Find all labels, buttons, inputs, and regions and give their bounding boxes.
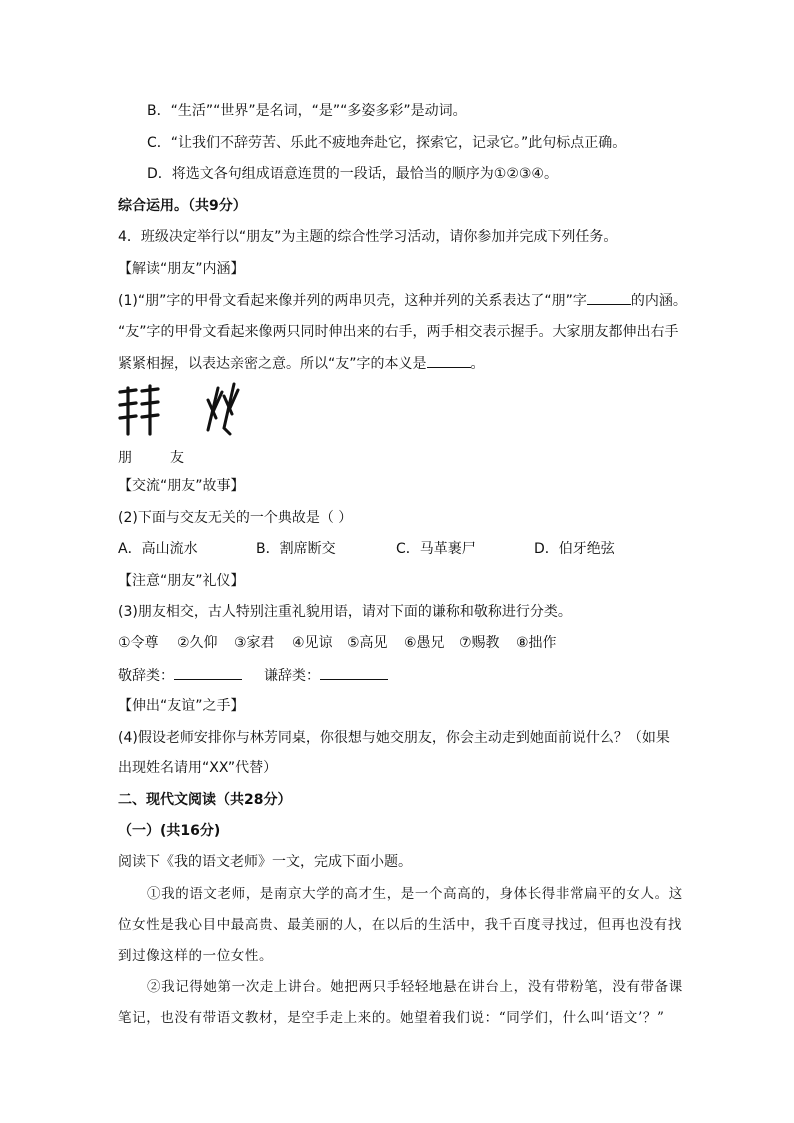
choice-a[interactable]: A．高山流水 — [118, 541, 198, 557]
question-4-3: (3)朋友相交，古人特别注重礼貌用语，请对下面的谦称和敬称进行分类。 — [118, 604, 572, 620]
question-4-2: (2)下面与交友无关的一个典故是（ ） — [118, 510, 353, 526]
question-4-4-line1: (4)假设老师安排你与林芳同桌，你很想与她交朋友，你会主动走到她面前说什么？（如果 — [118, 730, 670, 746]
oracle-glyph-you — [208, 384, 238, 434]
answer-blank-you[interactable] — [427, 353, 471, 368]
passage-para1-line3: 到过像这样的一位女性。 — [118, 948, 274, 964]
humble-label: 谦辞类： — [264, 668, 320, 684]
q1-text-c: 紧紧相握，以表达亲密之意。所以“友”字的本义是 — [118, 356, 427, 372]
q1-text-d: 。 — [470, 356, 485, 372]
passage-para2-line1: ②我记得她第一次走上讲台。她把两只手轻轻地悬在讲台上，没有带粉笔，没有带备课 — [147, 979, 683, 995]
option-b: B．“生活”“世界”是名词，“是”“多姿多彩”是动词。 — [147, 103, 467, 119]
term-item: ②久仰 — [177, 635, 218, 651]
classification-row — [118, 665, 388, 686]
reading-instruction: 阅读下《我的语文老师》一文，完成下面小题。 — [118, 854, 412, 870]
option-c: C．“让我们不辞劳苦、乐此不疲地奔赴它，探索它，记录它。”此句标点正确。 — [147, 135, 627, 151]
term-item: ④见谅 — [292, 635, 333, 651]
choice-d[interactable]: D．伯牙绝弦 — [534, 541, 615, 557]
question-4-4-line2: 出现姓名请用“XX”代替） — [118, 760, 278, 776]
term-item: ⑥愚兄 — [404, 635, 445, 651]
glyph-caption-you: 友 — [170, 450, 184, 466]
answer-blank-peng[interactable] — [587, 290, 631, 305]
respect-label: 敬辞类： — [118, 668, 174, 684]
choice-b[interactable]: B．割席断交 — [256, 541, 336, 557]
heading-etiquette: 【注意“朋友”礼仪】 — [118, 573, 245, 589]
choices-row — [118, 539, 678, 559]
question-4-intro: 4．班级决定举行以“朋友”为主题的综合性学习活动，请你参加并完成下列任务。 — [118, 229, 618, 245]
oracle-bone-glyphs — [118, 378, 258, 440]
choice-c[interactable]: C．马革裹尸 — [396, 541, 476, 557]
heading-stories: 【交流“朋友”故事】 — [118, 478, 245, 494]
term-item: ⑤高见 — [347, 635, 388, 651]
passage-para1-line2: 位女性是我心目中最高贵、最美丽的人，在以后的生活中，我千百度寻找过，但再也没有找 — [118, 917, 682, 933]
question-4-1-line1 — [118, 290, 687, 311]
section-2-sub-title: （一）(共16分) — [118, 823, 221, 839]
q1-text-a: (1)“朋”字的甲骨文看起来像并列的两串贝壳，这种并列的关系表达了“朋”字 — [118, 293, 587, 309]
passage-para1-line1: ①我的语文老师，是南京大学的高才生，是一个高高的，身体长得非常扁平的女人。这 — [147, 886, 683, 902]
section-integrated-title: 综合运用。（共9分） — [118, 198, 247, 214]
term-item: ⑧拙作 — [516, 635, 557, 651]
term-item: ⑦赐教 — [459, 635, 500, 651]
terms-row — [118, 633, 578, 653]
passage-para2-line2: 笔记，也没有带语文教材，是空手走上来的。她望着我们说：“同学们，什么叫‘语文’？” — [118, 1010, 665, 1026]
question-4-1-line3 — [118, 353, 485, 374]
term-item: ①令尊 — [118, 635, 159, 651]
option-d: D．将选文各句组成语意连贯的一段话，最恰当的顺序为①②③④。 — [147, 166, 558, 182]
heading-interpret: 【解读“朋友”内涵】 — [118, 261, 245, 277]
question-4-1-line2: “友”字的甲骨文看起来像两只同时伸出来的右手，两手相交表示握手。大家朋友都伸出右手 — [118, 324, 679, 340]
term-item: ③家君 — [234, 635, 275, 651]
glyph-caption-peng: 朋 — [118, 450, 132, 466]
section-2-title: 二、现代文阅读（共28分） — [118, 792, 292, 808]
heading-friendship: 【伸出“友谊”之手】 — [118, 698, 245, 714]
humble-answer-blank[interactable] — [320, 665, 388, 680]
respect-answer-blank[interactable] — [174, 665, 242, 680]
q1-text-b: 的内涵。 — [630, 293, 687, 309]
oracle-glyph-peng — [120, 386, 158, 434]
